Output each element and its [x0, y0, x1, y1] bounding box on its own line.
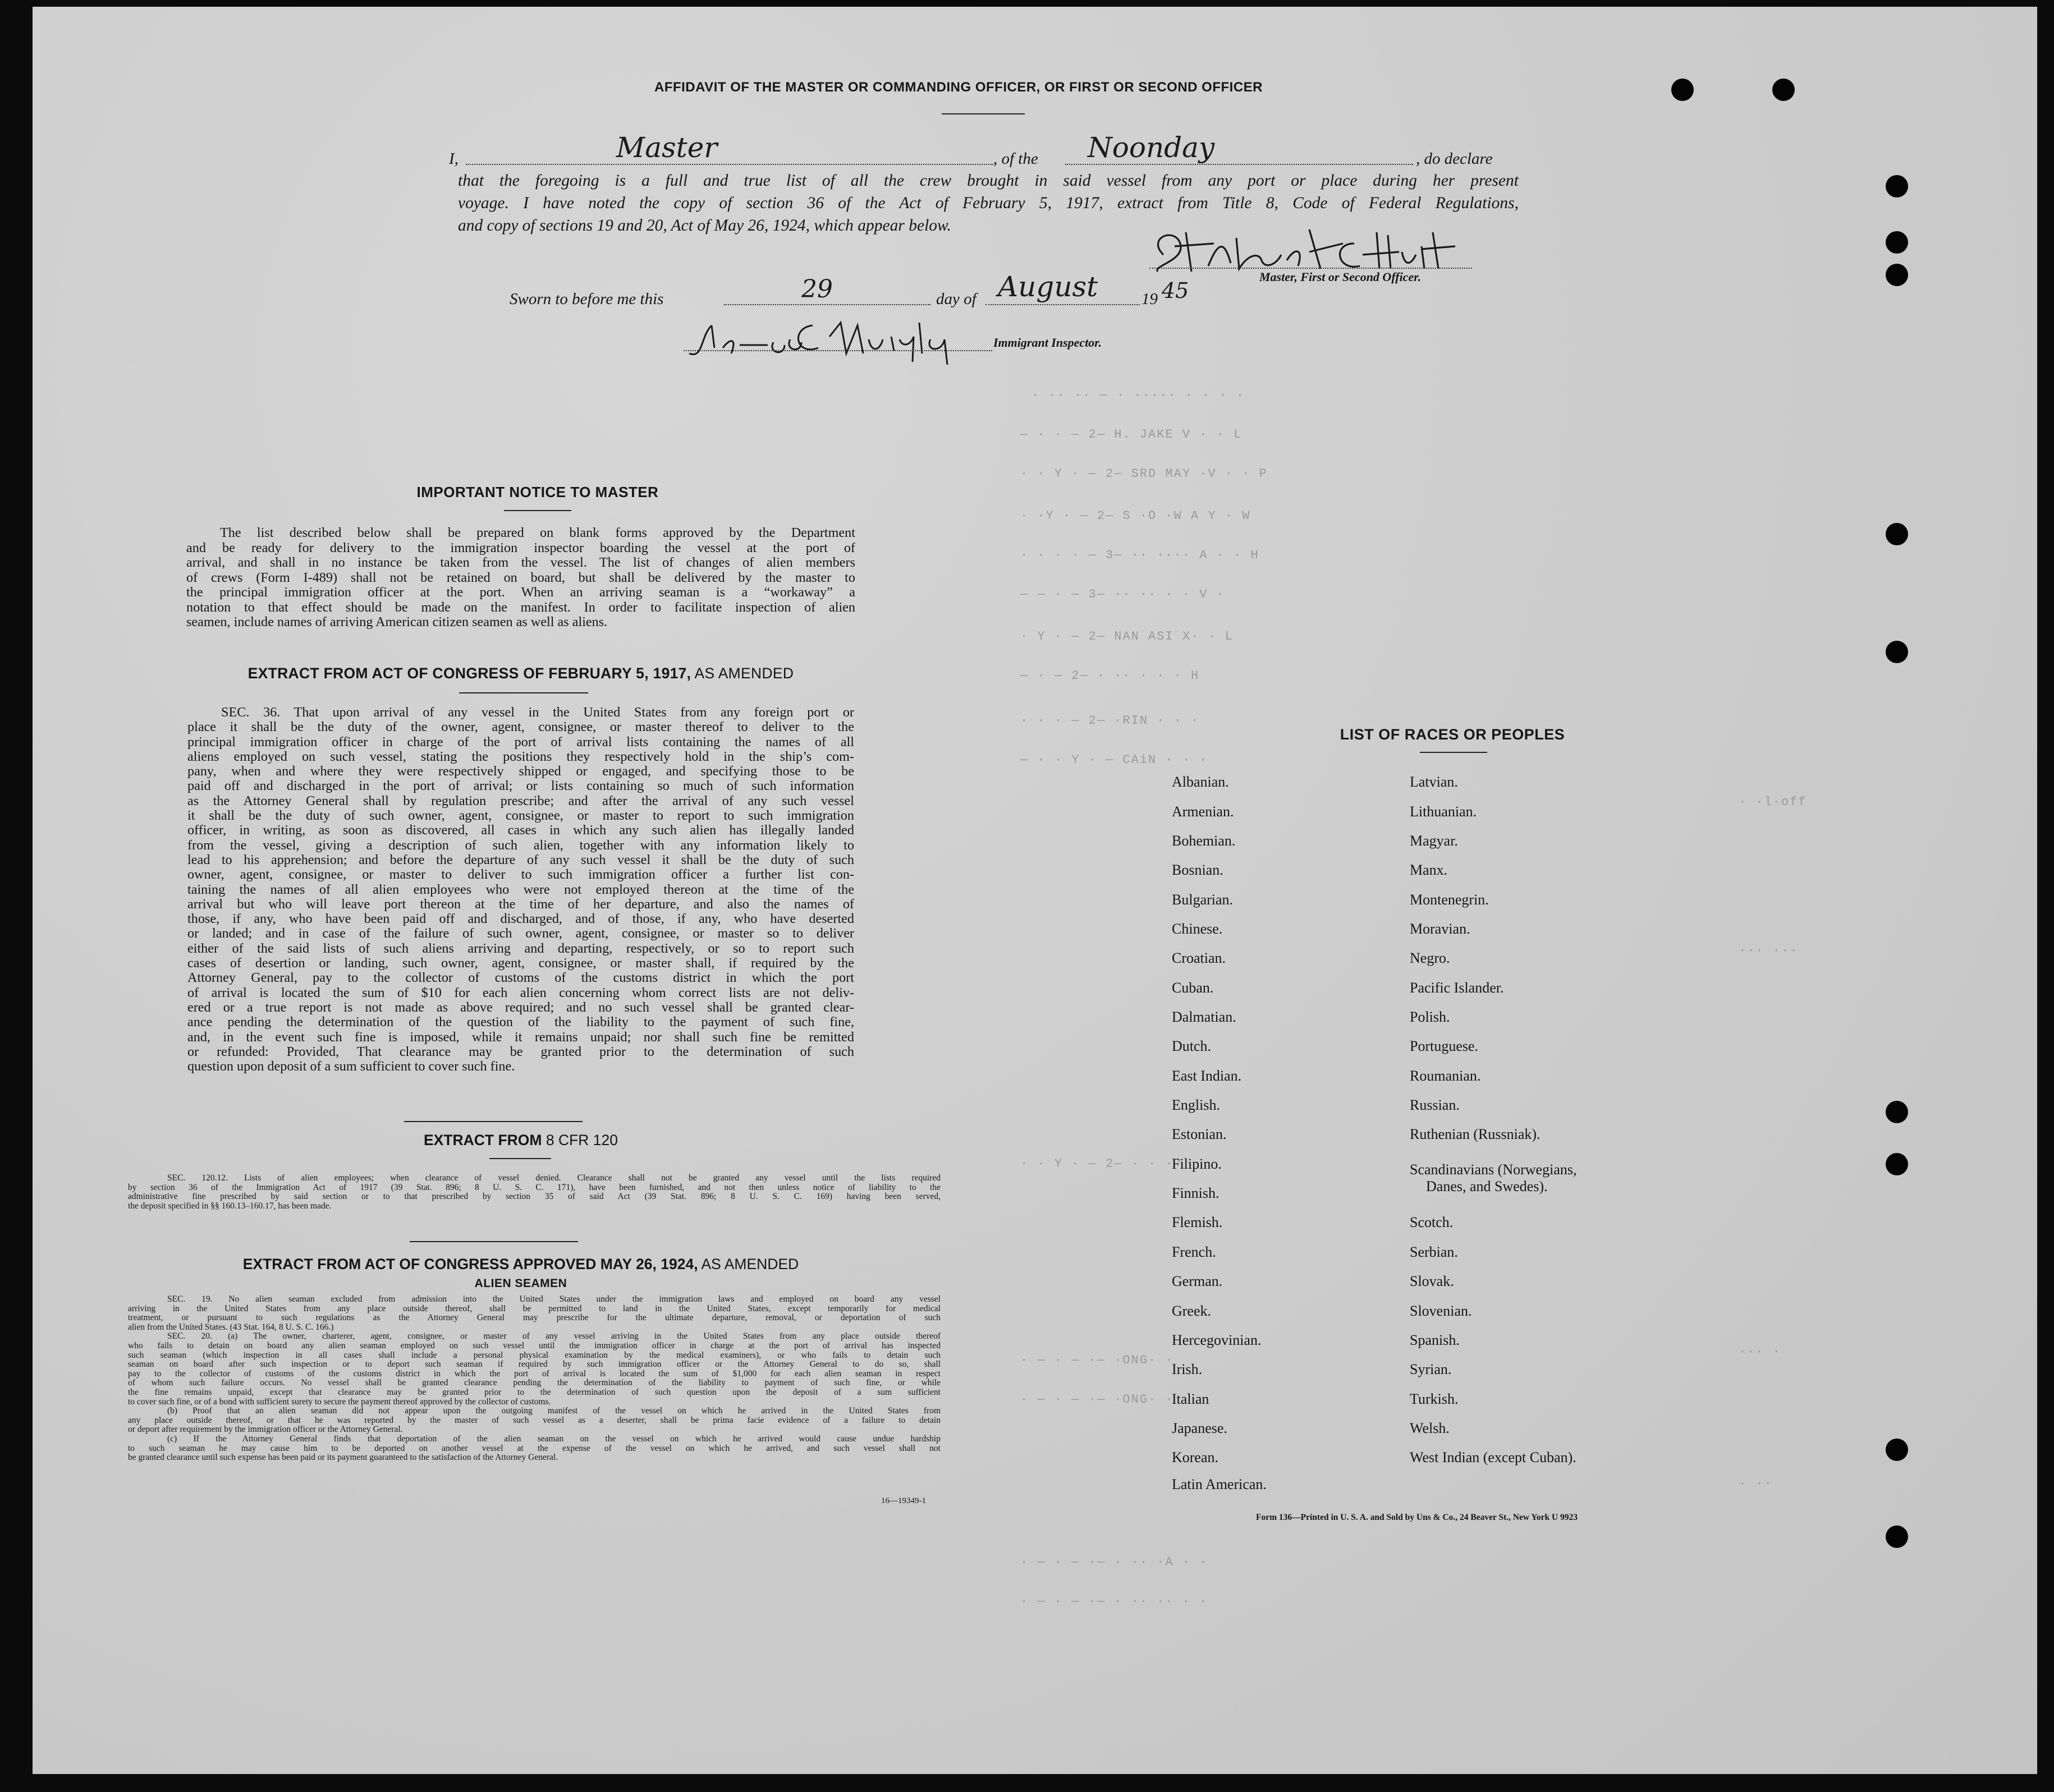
sec20-line: be granted clearance until such expense has been paid or its payment guaranteed to the satisfaction of the Attorney General.: [128, 1453, 558, 1463]
race-item: Armenian.: [1172, 803, 1234, 820]
race-item: Latvian.: [1410, 774, 1458, 790]
sec36-line: or refunded: Provided, That clearance may be granted prior to the determination of such: [187, 1044, 854, 1059]
sec36-line: as the Attorney General shall by regulation prescribe; and after the arrival of any such vessel: [187, 793, 854, 808]
race-item: Scandinavians (Norwegians,: [1410, 1161, 1577, 1178]
affidavit-title: AFFIDAVIT OF THE MASTER OR COMMANDING OFFICER, OR FIRST OR SECOND OFFICER: [654, 80, 1263, 95]
punch-hole: [1886, 175, 1908, 197]
sworn-label: Sworn to before me this: [510, 290, 664, 308]
extract-cfr-heading: [352, 1132, 689, 1149]
race-item: Irish.: [1172, 1361, 1203, 1377]
extract-1917-title: EXTRACT FROM ACT OF CONGRESS OF FEBRUARY 5, 1917,: [247, 665, 691, 682]
sec36-line: ered or a true report is not made as above required; and no such vessel shall be granted clear-: [187, 999, 854, 1015]
sec36-line: arrival but who will leave port thereon at the time of her departure, and also the names of: [187, 896, 854, 912]
race-item: Filipino.: [1172, 1156, 1222, 1172]
race-item: West Indian (except Cuban).: [1410, 1449, 1576, 1465]
extract-1924-heading: [145, 1256, 897, 1273]
sec20-line: of whom such failure occurs. No vessel shall be granted clearance pending the determination of the liability to payment of such fine, or while: [128, 1378, 941, 1388]
day-field-line: [724, 304, 930, 305]
sec36-line: principal immigration officer in charge of the port of arrival lists containing the names of all: [187, 734, 854, 750]
sec36-line: it shall be the duty of such owner, agent, consignee, or master to report to such immigration: [187, 808, 854, 824]
sec20-line: SEC. 20. (a) The owner, charterer, agent, consignee, or master of any vessel arriving in the United States from any place outside thereof: [167, 1331, 941, 1341]
sec36-line: pany, when and where they were respectively shipped or engaged, and specifying those to be: [187, 764, 854, 779]
affidavit-body-line: and copy of sections 19 and 20, Act of May 26, 1924, which appear below.: [458, 217, 951, 235]
sec36-line: place it shall be the duty of the owner, agent, consignee, or master thereof to deliver to the: [187, 719, 854, 735]
race-item: Magyar.: [1410, 833, 1458, 849]
sec36-line: aliens employed on such vessel, stating the positions they respectively hold in the ship’s com-: [187, 748, 854, 764]
race-item: Latin American.: [1172, 1476, 1267, 1492]
extract-1924-title: EXTRACT FROM ACT OF CONGRESS APPROVED MAY 26, 1924,: [242, 1256, 698, 1272]
extract-1917-body: [187, 705, 854, 1074]
month-handwritten: August: [998, 270, 1098, 303]
punch-hole: [1886, 523, 1908, 545]
race-item: Slovenian.: [1410, 1303, 1472, 1319]
month-field-line: [985, 304, 1140, 305]
sec36-line: of arrival is located the sum of $10 for each alien concerning whom correct lists are not deliv-: [187, 985, 854, 1000]
extract-1924-subtitle: ALIEN SEAMEN: [474, 1277, 567, 1290]
race-item: Syrian.: [1410, 1361, 1452, 1377]
sec36-line: cases of desertion or landing, such owner, agent, consignee, or master shall, if required by the: [187, 955, 854, 971]
race-item: Moravian.: [1410, 921, 1470, 937]
extract-1917-heading: [184, 665, 858, 682]
officer-field-line: [466, 164, 993, 165]
form-imprint: Form 136—Printed in U. S. A. and Sold by Uns & Co., 24 Beaver St., New York U 9923: [1256, 1513, 1578, 1522]
affidavit-body-line: voyage. I have noted the copy of section 36 of the Act of February 5, 1917, extract from Title 8, Code of Federal Regulations,: [458, 194, 1519, 212]
vessel-field-line: [1065, 164, 1413, 165]
race-item: Dalmatian.: [1172, 1009, 1236, 1025]
form-code: 16—19349-1: [881, 1496, 926, 1505]
sec36-line: ance pending the determination of the question of the liability to the payment of such fine,: [187, 1014, 854, 1030]
punch-hole: [1886, 1526, 1908, 1548]
sec36-line: owner, agent, consignee, or master to deliver to such immigration officer a further list con-: [187, 867, 854, 883]
section-divider: [410, 1241, 578, 1242]
sec20-line: or deport after requirement by the immigration officer or the Attorney General.: [128, 1425, 403, 1435]
sec19-line: arriving in the United States from any place outside thereof, shall be permitted to land in the United States, except temporarily for medical: [128, 1303, 941, 1313]
race-item: Welsh.: [1410, 1420, 1450, 1436]
race-item: Cuban.: [1172, 980, 1214, 996]
cfr-line: SEC. 120.12. Lists of alien employees; when clearance of vessel denied. Clearance shall not be granted any vessel until the lists required: [167, 1173, 941, 1183]
affidavit-body-line: that the foregoing is a full and true list of all the crew brought in said vessel from any port or place during her present: [458, 172, 1519, 190]
punch-hole: [1772, 79, 1795, 101]
race-item: Lithuanian.: [1410, 803, 1477, 820]
sec20-line: to such seaman he may cause him to be deported on another vessel at the expense of the vessel on which he arrived, and such vessel shall not: [128, 1443, 941, 1453]
extract-cfr-underline: [489, 1158, 551, 1159]
race-item: Flemish.: [1172, 1214, 1223, 1230]
punch-hole: [1886, 1101, 1908, 1123]
sec36-line: lead to his apprehension; and before the departure of any such vessel it shall be the duty of such: [187, 852, 854, 867]
race-item: Estonian.: [1172, 1126, 1227, 1142]
notice-line: seamen, include names of arriving American citizen seamen as well as aliens.: [186, 614, 608, 630]
sec19-line: alien from the United States. (43 Stat. 164, 8 U. S. C. 166.): [128, 1322, 334, 1332]
race-item: Scotch.: [1410, 1214, 1454, 1230]
notice-line: notation to that effect should be made on the manifest. In order to facilitate inspection of alien: [186, 599, 855, 615]
affidavit-i-label: I,: [449, 150, 459, 168]
punch-hole: [1886, 641, 1908, 663]
notice-line: of crews (Form I-489) shall not be retained on board, but shall be delivered by the master to: [186, 569, 855, 585]
extract-1924-body: [128, 1295, 941, 1463]
officer-caption: Master, First or Second Officer.: [1259, 270, 1422, 284]
sec20-line: pay to the collector of customs of the customs district in which the port of arrival is located the sum of $1,000 for each alien seaman in respect: [128, 1368, 941, 1379]
sec20-line: such seaman (which inspection in all cases shall include a personal physical examination by the medical examiners), or who fails to detain such: [128, 1350, 941, 1360]
notice-line: The list described below shall be prepared on blank forms approved by the Department: [220, 525, 855, 540]
extract-cfr-body: [128, 1174, 941, 1211]
race-item: Ruthenian (Russniak).: [1410, 1126, 1540, 1142]
race-item: Spanish.: [1410, 1332, 1460, 1348]
race-item: Greek.: [1172, 1303, 1212, 1319]
notice-line: arrival, and shall in no instance be taken from the vessel. The list of changes of alien members: [186, 555, 855, 570]
notice-line: and be ready for delivery to the immigration inspector boarding the vessel at the port of: [186, 540, 855, 555]
sec19-line: treatment, or pursuant to such regulations as the Attorney General may prescribe for the ultimate departure, removal, or deportation of such: [128, 1313, 941, 1323]
sec36-line: and, in the event such fine is imposed, while it remains unpaid; nor shall such fine be remitted: [187, 1029, 854, 1045]
race-item: Pacific Islander.: [1410, 980, 1504, 996]
sec20-line: the fine remains unpaid, except that clearance may be granted prior to the determination of such question upon the deposit of a sum sufficient: [128, 1387, 941, 1397]
sec20-line: (c) If the Attorney General finds that deportation of the alien seaman on the vessel on which he arrived would cause undue hardship: [167, 1433, 941, 1444]
sec36-line: those, if any, who have been paid off and discharged, and of those, if any, who have deserted: [187, 911, 854, 927]
race-item: Portuguese.: [1410, 1038, 1479, 1054]
affidavit-of-the-label: , of the: [993, 150, 1038, 168]
sec36-line: SEC. 36. That upon arrival of any vessel in the United States from any foreign port or: [221, 705, 854, 720]
document-page: · ·· ·· — · ····· · · · · — · · — 2— H. JAKE V · · L · · Y · — 2— SRD MAY ·V · · P · ·Y · — 2— S ·O ·W A Y · W · · · · — 3— ·· ···· A · · H — — · — 3— ·· ·· · · V · · Y · — 2— NAN ASI X· · L — · — 2— · ·· · · · H · · · — 2— ·RIN · · · — · · Y · — CAiN · · · · ·l·off ··· ··· · · Y · — 2— · · · · — · — ·— ·ONG· · · — · — ·— ·ONG· · · — · — ·— · ·· ·A · · · — · — ·— · ·· ·· · · ··· · · ·· AFFIDAVIT OF THE MASTER OR COMMANDING OFFICER, OR FIRST OR SECOND OFFICER I, Master , of the Noonday , do declare that the foregoing is a full and true list of all the crew brought in said vessel from any port or place during her present voyage. I have noted the copy of section 36 of the Act of February 5, 1917, extract from Title 8, Code of Federal Regulations, and copy of sections 19 and 20, Act of May 26, 1924, which appear below. Master, First or Second Officer. Sworn to before me this 29 day of August 19 45 Immigrant Inspector. IMPORTANT NOTICE TO MASTER The list described below shall be prepared on blank forms approved by the Department and be ready for delivery to the immigration inspector boarding the vessel at the port of arrival, and shall in no instance be taken from the vessel. The list of changes of alien members of crews (Form I-489) shall not be retained on board, but shall be delivered by the master to the principal immigration officer at the port. When an arriving seaman is a “workaway” a notation to that effect should be made on the manifest. In order to facilitate inspection of alien seamen, include names of arriving American citizen seamen as well as aliens. EXTRACT FROM ACT OF CONGRESS OF FEBRUARY 5, 1917, AS AMENDED SEC. 36. That upon arrival of any vessel in the United States from any foreign port or place it shall be the duty of the owner, agent, consignee, or master thereof to deliver to the principal immigration officer in charge of the port of arrival lists containing the names of all aliens employed on such vessel, stating the positions they respectively hold in the ship’s com- pany, when and where they were respectively shipped or engaged, and specifying those to be paid off and discharged in the port of arrival; or lists containing so much of such information as the Attorney General shall by regulation prescribe; and after the arrival of any such vessel it shall be the duty of such owner, agent, consignee, or master to report to such immigration officer, in writing, as soon as discovered, all cases in which any such alien has illegally landed from the vessel, giving a description of such alien, together with any information likely to lead to his apprehension; and before the departure of any such vessel it shall be the duty of such owner, agent, consignee, or master to deliver to such immigration officer a further list con- taining the names of all alien employees who were not employed thereon at the time of the arrival but who will leave port thereon at the time of her departure, and also the names of those, if any, who have been paid off and discharged, and of those, if any, who have deserted or landed; and in case of the failure of such owner, agent, consignee, or master so to deliver either of the said lists of such aliens arriving and departing, respectively, or so to report such cases of desertion or landing, such owner, agent, consignee, or master shall, if required by the Attorney General, pay to the collector of customs of the customs district in which the port of arrival is located the sum of $10 for each alien concerning whom correct lists are not deliv- ered or a true report is not made as above required; and no such vessel shall be granted clear- ance pending the determination of the question of the liability to the payment of such fine, and, in the event such fine is imposed, while it remains unpaid; nor shall such fine be remitted or refunded: Provided, That clearance may be granted prior to the determination of such question upon deposit of a sum sufficient to cover such fine. EXTRACT FROM 8 CFR 120 SEC. 120.12. Lists of alien employees; when clearance of vessel denied. Clearance shall not be granted any vessel until the lists required by section 36 of the Immigration Act of 1917 (39 Stat. 896; 8 U. S. C. 171), have been furnished, and not then unless notice of liability to the administrative fine prescribed by said section or to that prescribed by section 35 of said Act (39 Stat. 896; 8 U. S. C. 169) having been served, the deposit specified in §§ 160.13–160.17, has been made. EXTRACT FROM ACT OF CONGRESS APPROVED MAY 26, 1924, AS AMENDED ALIEN SEAMEN SEC. 19. No alien seaman excluded from admission into the United States under the immigration laws and employed on board any vessel arriving in the United States from any place outside thereof, shall be permitted to land in the United States, except temporarily for medical treatment, or pursuant to such regulations as the Attorney General may prescribe for the ultimate departure, removal, or deportation of such alien from the United States. (43 Stat. 164, 8 U. S. C. 166.) SEC. 20. (a) The owner, charterer, agent, consignee, or master of any vessel arriving in the United States from any place outside thereof who fails to detain on board any alien seaman employed on such vessel until the immigration officer in charge at the port of arrival has inspected such seaman (which inspection in all cases shall include a personal physical examination by the medical examiners), or who fails to detain such seaman on board after such inspection or to deport such seaman if required by such immigration officer or the Attorney General to do so, shall pay to the collector of customs of the customs district in which the port of arrival is located the sum of $1,000 for each alien seaman in respect of whom such failure occurs. No vessel shall be granted clearance pending the determination of the liability to payment of such fine, or while the fine remains unpaid, except that clearance may be granted prior to the determination of such question upon the deposit of a sum sufficient to cover such fine, or of a bond with sufficient surety to secure the payment thereof approved by the collector of customs. (b) Proof that an alien seaman did not appear upon the outgoing manifest of the vessel on which he arrived in the United States from any place outside thereof, or that he was reported by the master of such vessel as a deserter, shall be prima facie evidence of a failure to detain or deport after requirement by the immigration officer or the Attorney General. (c) If the Attorney General finds that deportation of the alien seaman on the vessel on which he arrived would cause undue hardship to such seaman he may cause him to be deported on another vessel at the expense of the vessel on which he arrived, and such vessel shall not be granted clearance until such expense has been paid or its payment guaranteed to the satisfaction of the Attorney General. 16—19349-1 LIST OF RACES OR PEOPLES Albanian. Armenian. Bohemian. Bosnian. Bulgarian. Chinese. Croatian. Cuban. Dalmatian. Dutch. East Indian. English. Estonian. Filipino. Finnish. Flemish. French. German. Greek. Hercegovinian. Irish. Italian Japanese. Korean. Latin American. Latvian. Lithuanian. Magyar. Manx. Montenegrin. Moravian. Negro. Pacific Islander. Polish. Portuguese. Roumanian. Russian. Ruthenian (Russniak). Scandinavians (Norwegians, Danes, and Swedes). Scotch. Serbian. Slovak. Slovenian. Spanish. Syrian. Turkish. Welsh. West Indian (except Cuban). Form 136—Printed in U. S. A. and Sold by Uns & Co., 24 Beaver St., New York U 9923: [33, 7, 2037, 1774]
race-item: Italian: [1172, 1391, 1209, 1407]
sec19-line: SEC. 19. No alien seaman excluded from admission into the United States under the immigration laws and employed on board any vessel: [167, 1294, 941, 1304]
inspector-caption: Immigrant Inspector.: [993, 336, 1102, 350]
race-item: French.: [1172, 1244, 1216, 1260]
inspector-signature-line: [684, 350, 992, 351]
title-underline: [942, 113, 1025, 114]
race-item: Finnish.: [1172, 1185, 1219, 1201]
sec36-line: Attorney General, pay to the collector of customs of the customs district in which the port: [187, 970, 854, 986]
cfr-line: the deposit specified in §§ 160.13–160.17, has been made.: [128, 1201, 332, 1211]
race-item: Chinese.: [1172, 921, 1223, 937]
signature-line: [1149, 268, 1472, 269]
extract-1917-underline: [459, 692, 588, 693]
sec20-line: any place outside thereof, or that he was reported by the master of such vessel as a deserter, shall be prima facie evidence of a failure to detain: [128, 1415, 941, 1425]
punch-hole: [1671, 79, 1694, 101]
sec36-line: or landed; and in case of the failure of such owner, agent, consignee, or master so to deliver: [187, 926, 854, 941]
affidavit-declare-label: , do declare: [1416, 150, 1493, 168]
races-underline: [1420, 752, 1487, 753]
race-item: English.: [1172, 1097, 1220, 1113]
year-handwritten: 45: [1162, 278, 1189, 303]
race-item: Russian.: [1410, 1097, 1460, 1113]
sec36-line: taining the names of all alien employees who were not employed thereon at the time of the: [187, 881, 854, 897]
sec36-line: question upon deposit of a sum sufficient to cover such fine.: [187, 1059, 515, 1074]
race-item: Japanese.: [1172, 1420, 1227, 1436]
notice-body: [186, 526, 855, 630]
race-item: Manx.: [1410, 862, 1448, 878]
race-item: Negro.: [1410, 950, 1450, 966]
punch-hole: [1886, 1439, 1908, 1461]
sec36-line: either of the said lists of such aliens arriving and departing, respectively, or so to report such: [187, 940, 854, 956]
day-handwritten: 29: [801, 275, 833, 304]
race-item: Polish.: [1410, 1009, 1450, 1025]
officer-handwritten: Master: [616, 131, 718, 164]
race-item: Turkish.: [1410, 1391, 1459, 1407]
notice-line: the principal immigration officer at the port. When an arriving seaman is a “workaway” a: [186, 585, 855, 600]
sec20-line: who fails to detain on board any alien seaman employed on such vessel until the immigration officer in charge at the port of arrival has inspected: [128, 1340, 941, 1350]
race-item: Slovak.: [1410, 1273, 1454, 1289]
race-item: East Indian.: [1172, 1068, 1242, 1084]
notice-underline: [504, 510, 571, 511]
race-item: Bulgarian.: [1172, 892, 1234, 908]
notice-title: IMPORTANT NOTICE TO MASTER: [416, 484, 659, 500]
extract-cfr-suffix: 8 CFR 120: [545, 1132, 618, 1148]
punch-hole: [1886, 264, 1908, 286]
extract-1924-suffix: AS AMENDED: [701, 1256, 799, 1272]
sec20-line: to cover such fine, or of a bond with sufficient surety to secure the payment thereof approved by the collector of customs.: [128, 1396, 551, 1407]
punch-hole: [1886, 231, 1908, 254]
race-item: Dutch.: [1172, 1038, 1212, 1054]
race-item: Bosnian.: [1172, 862, 1223, 878]
cfr-line: administrative fine prescribed by said section or to that prescribed by section 35 of said Act (39 Stat. 896; 8 U. S. C. 169) having been served,: [128, 1192, 941, 1202]
race-item: Albanian.: [1172, 774, 1229, 790]
sec36-line: from the vessel, giving a description of such alien, together with any information likely to: [187, 837, 854, 853]
sec36-line: officer, in writing, as soon as discovered, all cases in which any such alien has illegally landed: [187, 823, 854, 838]
section-divider: [404, 1121, 583, 1122]
extract-1917-suffix: AS AMENDED: [694, 665, 794, 682]
race-item: German.: [1172, 1273, 1223, 1289]
punch-hole: [1886, 1153, 1908, 1175]
inspector-signature: [678, 314, 992, 367]
vessel-handwritten: Noonday: [1088, 131, 1215, 164]
races-title: LIST OF RACES OR PEOPLES: [1340, 726, 1565, 743]
extract-cfr-title: EXTRACT FROM: [423, 1132, 542, 1148]
sec36-line: paid off and discharged in the port of arrival; or lists containing so much of such information: [187, 778, 854, 794]
race-item: Korean.: [1172, 1449, 1219, 1465]
race-item: Roumanian.: [1410, 1068, 1481, 1084]
race-item: Serbian.: [1410, 1244, 1458, 1260]
day-of-label: day of: [936, 290, 976, 308]
race-item: Bohemian.: [1172, 833, 1236, 849]
race-item: Danes, and Swedes).: [1426, 1178, 1548, 1194]
sec20-line: seaman on board after such inspection or to deport such seaman if required by such immigration officer or the Attorney General to do so, shall: [128, 1359, 941, 1370]
race-item: Montenegrin.: [1410, 892, 1489, 908]
year-prefix: 19: [1141, 290, 1158, 308]
race-item: Croatian.: [1172, 950, 1226, 966]
race-item: Hercegovinian.: [1172, 1332, 1262, 1348]
cfr-line: by section 36 of the Immigration Act of 1917 (39 Stat. 896; 8 U. S. C. 171), have been furnished, and not then unless notice of liability to the: [128, 1182, 941, 1192]
sec20-line: (b) Proof that an alien seaman did not appear upon the outgoing manifest of the vessel on which he arrived in the United States from: [167, 1406, 941, 1416]
